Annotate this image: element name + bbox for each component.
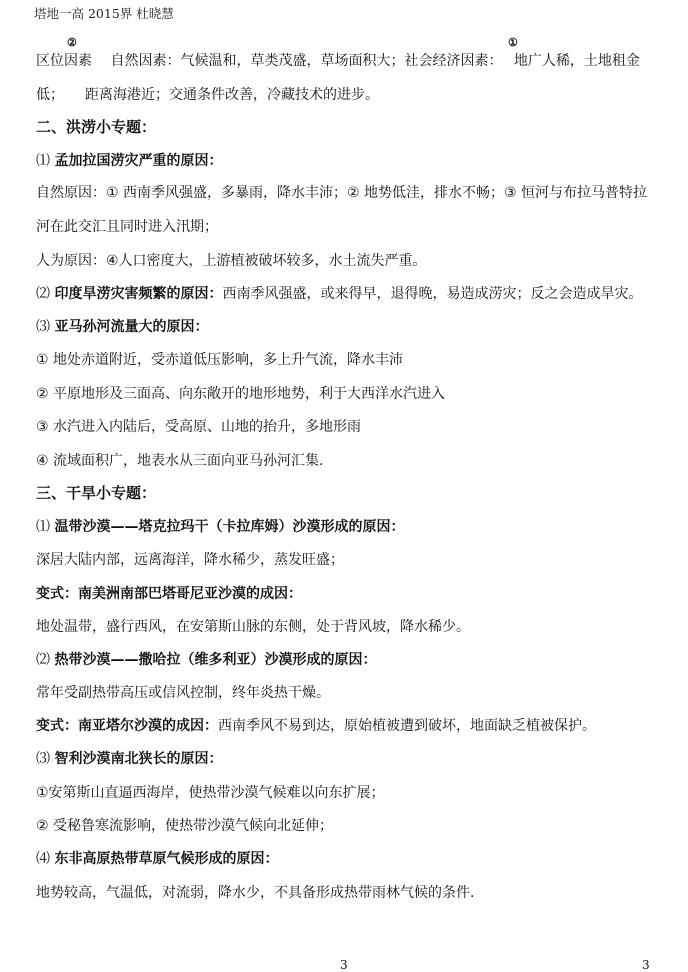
variant-text: 西南季风不易到达，原始植被遭到破坏，地面缺乏植被保护。 <box>218 718 596 734</box>
item-number: ⑷ <box>36 851 50 867</box>
item-number: ⑶ <box>36 751 50 767</box>
item-title: 印度旱涝灾害频繁的原因： <box>54 286 223 302</box>
item-number: ⑴ <box>36 153 50 169</box>
flood-natural-causes-1: 自然原因：① 西南季风强盛，多暴雨，降水丰沛；② 地势低洼，排水不畅；③ 恒河与布拉马普特拉 <box>36 185 648 201</box>
item-title: 温带沙漠——塔克拉玛干（卡拉库姆）沙漠形成的原因： <box>54 519 405 535</box>
flood-item-3-heading <box>36 318 208 336</box>
page-number-right: 3 <box>642 958 650 972</box>
item-title: 孟加拉国涝灾严重的原因： <box>54 153 223 169</box>
amazon-reason-3: ③ 水汽进入内陆后，受高原、山地的抬升，多地形雨 <box>36 419 361 435</box>
item-number: ⑴ <box>36 519 50 535</box>
item-title: 亚马孙河流量大的原因： <box>54 319 209 335</box>
chile-reason-2: ② 受秘鲁寒流影响，使热带沙漠气候向北延伸； <box>36 818 333 834</box>
page-number-center: 3 <box>340 958 348 972</box>
item-text: 西南季风强盛，或来得早，退得晚，易造成涝灾；反之会造成旱灾。 <box>222 286 643 302</box>
amazon-reason-1: ① 地处赤道附近，受赤道低压影响，多上升气流，降水丰沛 <box>36 352 403 368</box>
item-title: 东非高原热带草原气候形成的原因： <box>54 851 279 867</box>
patagonia-variant-text: 地处温带，盛行西风，在安第斯山脉的东侧，处于背风坡，降水稀少。 <box>36 619 470 635</box>
amazon-reason-4: ④ 流域面积广，地表水从三面向亚马孙河汇集. <box>36 453 324 469</box>
flood-human-causes: 人为原因：④人口密度大，上游植被破坏较多，水土流失严重。 <box>36 253 427 269</box>
item-number: ⑵ <box>36 286 50 302</box>
chile-reason-1: ①安第斯山直逼西海岸，使热带沙漠气候难以向东扩展； <box>36 785 385 801</box>
drought-item-3-heading <box>36 750 222 768</box>
flood-item-1-heading <box>36 152 222 170</box>
item-title: 智利沙漠南北狭长的原因： <box>54 751 223 767</box>
page-header: 塔地一高 2015界 杜晓慧 <box>34 6 174 21</box>
amazon-reason-2: ② 平原地形及三面高、向东敞开的地形地势，利于大西洋水汽进入 <box>36 386 445 402</box>
drought-item-4-heading <box>36 850 278 868</box>
flood-item-2 <box>36 285 642 303</box>
location-factors-line-1: 区位因素 自然因素：气候温和，草类茂盛，草场面积大；社会经济因素： 地广人稀，土地租金 <box>36 53 640 69</box>
section-heading-flood: 二、洪涝小专题： <box>36 118 157 136</box>
drought-item-2-heading <box>36 651 376 669</box>
east-africa-text: 地势较高，气温低，对流弱，降水少，不具备形成热带雨林气候的条件. <box>36 885 475 901</box>
tropical-desert-text: 常年受副热带高压或信风控制，终年炎热干燥。 <box>36 685 330 701</box>
location-factors-line-2: 低； 距离海港近；交通条件改善，冷藏技术的进步。 <box>36 87 379 103</box>
section-heading-drought: 三、干旱小专题： <box>36 484 157 502</box>
patagonia-variant-title: 变式：南美洲南部巴塔哥尼亚沙漠的成因： <box>36 586 302 602</box>
variant-title: 变式：南亚塔尔沙漠的成因： <box>36 718 218 734</box>
item-number: ⑶ <box>36 319 50 335</box>
circled-mark-1: ① <box>508 36 518 49</box>
item-title: 热带沙漠——撒哈拉（维多利亚）沙漠形成的原因： <box>54 652 377 668</box>
temperate-desert-text: 深居大陆内部，远离海洋，降水稀少，蒸发旺盛； <box>36 552 344 568</box>
thar-variant <box>36 717 596 735</box>
circled-mark-2: ② <box>67 36 77 49</box>
flood-natural-causes-2: 河在此交汇且同时进入汛期； <box>36 219 218 235</box>
item-number: ⑵ <box>36 652 50 668</box>
drought-item-1-heading <box>36 518 404 536</box>
